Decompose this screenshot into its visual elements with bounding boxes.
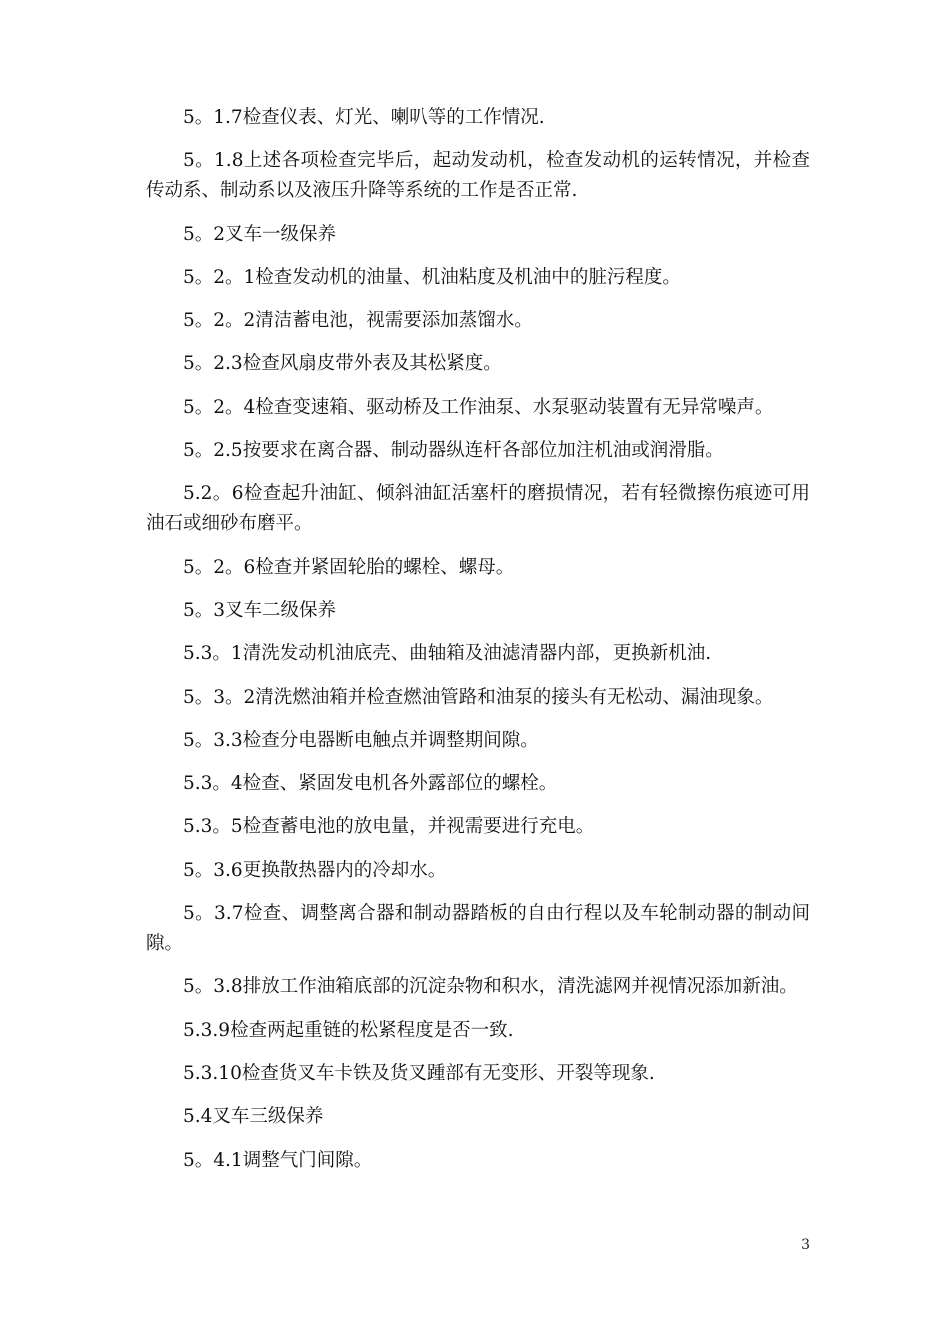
document-body — [146, 103, 810, 1189]
paragraph-5-3-1: 5.3。1清洗发动机油底壳、曲轴箱及油滤清器内部，更换新机油. — [183, 643, 712, 665]
paragraph-5-3-8: 5。3.8排放工作油箱底部的沉淀杂物和积水，清洗滤网并视情况添加新油。 — [183, 976, 798, 998]
paragraph-5-2-6b: 5。2。6检查并紧固轮胎的螺栓、螺母。 — [183, 556, 515, 578]
paragraph-5-2-1: 5。2。1检查发动机的油量、机油粘度及机油中的脏污程度。 — [183, 266, 681, 288]
paragraph-5-3-9: 5.3.9检查两起重链的松紧程度是否一致. — [183, 1019, 514, 1041]
paragraph-5-2-4: 5。2。4检查变速箱、驱动桥及工作油泵、水泵驱动装置有无异常噪声。 — [183, 396, 774, 418]
section-heading-5-2: 5。2叉车一级保养 — [183, 223, 337, 245]
paragraph-5-3-6: 5。3.6更换散热器内的冷却水。 — [183, 859, 447, 881]
paragraph-5-3-2: 5。3。2清洗燃油箱并检查燃油管路和油泵的接头有无松动、漏油现象。 — [183, 686, 774, 708]
paragraph-5-2-6a: 5.2。6检查起升油缸、倾斜油缸活塞杆的磨损情况，若有轻微擦伤痕迹可用油石或细砂布磨平。 — [146, 483, 810, 535]
section-heading-5-4: 5.4叉车三级保养 — [183, 1106, 324, 1128]
paragraph-5-4-1: 5。4.1调整气门间隙。 — [183, 1149, 373, 1171]
paragraph-5-2-3: 5。2.3检查风扇皮带外表及其松紧度。 — [183, 353, 502, 375]
paragraph-5-3-10: 5.3.10检查货叉车卡铁及货叉踵部有无变形、开裂等现象. — [183, 1062, 655, 1084]
section-heading-5-3: 5。3叉车二级保养 — [183, 599, 337, 621]
paragraph-5-2-5: 5。2.5按要求在离合器、制动器纵连杆各部位加注机油或润滑脂。 — [183, 440, 724, 462]
page-number: 3 — [801, 1237, 810, 1253]
paragraph-5-3-7: 5。3.7检查、调整离合器和制动器踏板的自由行程以及车轮制动器的制动间隙。 — [146, 903, 810, 955]
paragraph-5-3-3: 5。3.3检查分电器断电触点并调整期间隙。 — [183, 729, 539, 751]
paragraph-5-2-2: 5。2。2清洁蓄电池，视需要添加蒸馏水。 — [183, 310, 533, 332]
paragraph-5-1-8: 5。1.8上述各项检查完毕后，起动发动机，检查发动机的运转情况，并检查传动系、制动系以及液压升降等系统的工作是否正常. — [146, 150, 810, 202]
paragraph-5-1-7: 5。1.7检查仪表、灯光、喇叭等的工作情况. — [183, 107, 545, 128]
paragraph-5-3-4: 5.3。4检查、紧固发电机各外露部位的螺栓。 — [183, 773, 558, 795]
paragraph-5-3-5: 5.3。5检查蓄电池的放电量，并视需要进行充电。 — [183, 816, 595, 838]
